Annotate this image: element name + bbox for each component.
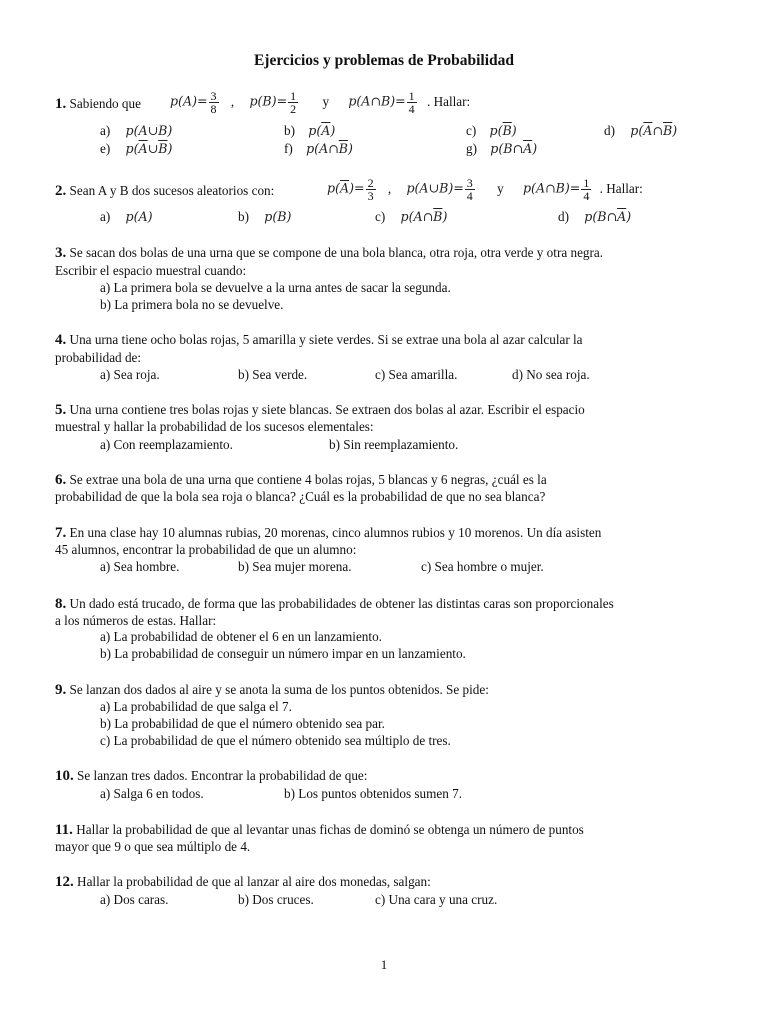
exercise-text: . Hallar: <box>426 93 471 109</box>
exercise-1-header <box>55 96 141 112</box>
option-label: g) <box>466 141 477 156</box>
option-d <box>604 123 677 139</box>
math-part: ) <box>532 141 538 156</box>
exercise-3-option-a: a) La primera bola se devuelve a la urna antes de sacar la segunda. <box>100 280 451 295</box>
exercise-9-option-c: c) La probabilidad de que el número obtenido sea múltiplo de tres. <box>100 733 451 748</box>
option-g <box>466 141 537 157</box>
exercise-4-option-d: d) No sea roja. <box>512 367 590 382</box>
conjunction: y <box>497 180 504 196</box>
conjunction: y <box>322 93 330 109</box>
exercise-5-line-2: muestral y hallar la probabilidad de los sucesos elementales: <box>55 419 374 434</box>
exercise-text: Se extrae una bola de una urna que contiene 4 bolas rojas, 5 blancas y 6 negras, ¿cuál es la <box>69 472 547 487</box>
exercise-3-line-2: Escribir el espacio muestral cuando: <box>55 263 247 278</box>
exercise-12-option-a: a) Dos caras. <box>100 892 169 907</box>
fraction <box>581 177 591 202</box>
math-expression <box>308 123 335 138</box>
math-part: $\overline{B}$ <box>158 141 168 156</box>
math-part: ∪ <box>147 141 159 156</box>
numerator: 1 <box>290 89 297 103</box>
exercise-7-option-c: c) Sea hombre o mujer. <box>421 559 544 574</box>
option-c <box>375 209 447 225</box>
exercise-number: 3. <box>55 245 67 261</box>
exercise-4-option-a: a) Sea roja. <box>100 367 160 382</box>
exercise-9-line-1 <box>55 682 489 698</box>
math-expression: p(A∩B)= <box>522 180 581 196</box>
exercise-4-line-1 <box>55 332 583 348</box>
exercise-text: Hallar la probabilidad de que al lanzar al aire dos monedas, salgan: <box>77 874 431 889</box>
exercise-1-given <box>170 90 470 115</box>
math-part: p(B∩ <box>584 209 618 224</box>
math-expression <box>401 209 448 224</box>
math-part: p( <box>489 123 503 138</box>
exercise-5-line-1 <box>55 402 585 418</box>
exercise-10-line-1 <box>55 768 367 784</box>
math-part: $\overline{A}$ <box>138 141 148 156</box>
math-expression: p(B)= <box>249 93 288 109</box>
exercise-number: 1. <box>55 96 67 112</box>
exercise-2-given <box>327 177 643 202</box>
page-number: 1 <box>380 957 388 972</box>
math-part: ) <box>672 123 678 138</box>
exercise-7-line-2: 45 alumnos, encontrar la probabilidad de que un alumno: <box>55 542 357 557</box>
exercise-text: Se lanzan tres dados. Encontrar la probabilidad de que: <box>77 768 368 783</box>
exercise-text: Un dado está trucado, de forma que las probabilidades de obtener las distintas caras son proporcionales <box>69 596 614 611</box>
exercise-number: 12. <box>55 874 74 890</box>
math-part: p(A∩ <box>400 209 434 224</box>
exercise-text: Una urna tiene ocho bolas rojas, 5 amarilla y siete verdes. Si se extrae una bola al azar calcular la <box>69 332 583 347</box>
exercise-11-line-1 <box>55 822 584 838</box>
math-part: ) <box>442 209 448 224</box>
exercise-text: Sabiendo que <box>69 96 141 111</box>
page-title: Ejercicios y problemas de Probabilidad <box>253 52 515 69</box>
exercise-text: Hallar la probabilidad de que al levantar unas fichas de dominó se obtenga un número de puntos <box>76 822 584 837</box>
option-label: b) <box>284 123 295 138</box>
exercise-10-option-b: b) Los puntos obtenidos sumen 7. <box>284 786 463 801</box>
exercise-number: 6. <box>55 472 67 488</box>
option-d <box>558 209 631 225</box>
exercise-6-line-2: probabilidad de que la bola sea roja o blanca? ¿Cuál es la probabilidad de que no sea blanca? <box>55 489 546 504</box>
math-part: ) <box>626 209 632 224</box>
exercise-4-option-c: c) Sea amarilla. <box>375 367 458 382</box>
exercise-number: 5. <box>55 402 67 418</box>
math-expression <box>584 209 631 224</box>
math-part: $\overline{A}$ <box>643 123 653 138</box>
exercise-4-option-b: b) Sea verde. <box>238 367 308 382</box>
math-part: $\overline{A}$ <box>321 123 331 138</box>
exercise-8-option-a: a) La probabilidad de obtener el 6 en un lanzamiento. <box>100 629 382 644</box>
exercise-5-option-b: b) Sin reemplazamiento. <box>329 437 459 452</box>
separator: , <box>230 93 235 109</box>
denominator: 8 <box>210 102 217 116</box>
exercise-12-line-1 <box>55 874 431 890</box>
exercise-2-header <box>55 183 274 199</box>
fraction <box>465 177 475 202</box>
exercise-text: En una clase hay 10 alumnas rubias, 20 morenas, cinco alumnos rubios y 10 morenos. Un día asisten <box>69 525 602 540</box>
exercise-3-option-b: b) La primera bola no se devuelve. <box>100 297 284 312</box>
numerator: 2 <box>367 176 374 190</box>
option-label: c) <box>375 209 386 224</box>
math-part: p( <box>125 141 139 156</box>
math-part: p( <box>630 123 644 138</box>
math-expression: p(A∪B)= <box>406 180 464 196</box>
denominator: 4 <box>466 189 473 203</box>
math-part: p(A∩ <box>306 141 339 156</box>
exercise-number: 10. <box>55 768 74 784</box>
exercise-text: Se lanzan dos dados al aire y se anota la suma de los puntos obtenidos. Se pide: <box>69 682 489 697</box>
option-e <box>100 141 172 157</box>
numerator: 1 <box>583 176 590 190</box>
exercise-number: 8. <box>55 596 67 612</box>
math-expression <box>306 141 353 156</box>
option-label: d) <box>558 209 569 224</box>
exercise-10-option-a: a) Salga 6 en todos. <box>100 786 204 801</box>
math-expression: p(B) <box>264 209 292 224</box>
option-label: a) <box>100 209 111 224</box>
exercise-7-option-a: a) Sea hombre. <box>100 559 180 574</box>
fraction <box>288 90 298 115</box>
math-part: p( <box>308 123 322 138</box>
math-expression <box>126 141 173 156</box>
option-b <box>238 209 291 225</box>
option-label: e) <box>100 141 111 156</box>
exercise-text: Una urna contiene tres bolas rojas y siete blancas. Se extraen dos bolas al azar. Escribir el espacio <box>69 402 585 417</box>
exercise-text: . Hallar: <box>599 180 643 196</box>
math-expression: p(A) <box>125 209 153 224</box>
math-part: $\overline{A}$ <box>617 209 627 224</box>
exercise-number: 4. <box>55 332 67 348</box>
math-expression <box>327 181 365 196</box>
math-part: ) <box>347 141 353 156</box>
option-b <box>284 123 335 139</box>
math-part: ) <box>330 123 336 138</box>
denominator: 2 <box>290 102 297 116</box>
separator: , <box>387 180 392 196</box>
math-part: p( <box>327 180 340 196</box>
option-label: f) <box>284 141 293 156</box>
math-part: ∩ <box>652 123 663 138</box>
exercise-9-option-a: a) La probabilidad de que salga el 7. <box>100 699 292 714</box>
math-part: p(B∩ <box>490 141 524 156</box>
option-label: c) <box>466 123 477 138</box>
math-expression: p(A)= <box>170 93 208 109</box>
numerator: 3 <box>210 89 217 103</box>
option-a <box>100 123 172 139</box>
denominator: 4 <box>583 189 590 203</box>
exercise-3-line-1 <box>55 245 603 261</box>
math-part: ) <box>511 123 517 138</box>
fraction <box>209 90 219 115</box>
exercise-7-option-b: b) Sea mujer morena. <box>238 559 352 574</box>
option-f <box>284 141 353 157</box>
exercise-12-option-b: b) Dos cruces. <box>238 892 314 907</box>
denominator: 4 <box>408 102 415 116</box>
fraction <box>407 90 417 115</box>
exercise-5-option-a: a) Con reemplazamiento. <box>100 437 233 452</box>
exercise-8-line-1 <box>55 596 614 612</box>
numerator: 3 <box>466 176 473 190</box>
exercise-number: 2. <box>55 183 67 199</box>
math-expression <box>490 141 537 156</box>
math-expression: p(A∩B)= <box>348 93 406 109</box>
exercise-9-option-b: b) La probabilidad de que el número obtenido sea par. <box>100 716 385 731</box>
option-label: d) <box>604 123 615 138</box>
math-part: $\overline{A}$ <box>339 180 350 196</box>
exercise-text: Sean A y B dos sucesos aleatorios con: <box>69 183 275 198</box>
exercise-8-line-2: a los números de estas. Hallar: <box>55 613 217 628</box>
numerator: 1 <box>408 89 415 103</box>
exercise-7-line-1 <box>55 525 601 541</box>
math-part: ) <box>167 141 173 156</box>
exercise-number: 9. <box>55 682 67 698</box>
exercise-11-line-2: mayor que 9 o que sea múltiplo de 4. <box>55 839 251 854</box>
math-part: $\overline{B}$ <box>338 141 348 156</box>
math-expression: p(A∪B) <box>125 123 173 138</box>
math-expression <box>490 123 517 138</box>
math-part: $\overline{B}$ <box>502 123 512 138</box>
exercise-8-option-b: b) La probabilidad de conseguir un número impar en un lanzamiento. <box>100 646 466 661</box>
exercise-number: 7. <box>55 525 67 541</box>
exercise-12-option-c: c) Una cara y una cruz. <box>375 892 498 907</box>
exercise-6-line-1 <box>55 472 547 488</box>
math-part: $\overline{B}$ <box>662 123 673 138</box>
math-part: $\overline{A}$ <box>523 141 533 156</box>
exercise-text: Se sacan dos bolas de una urna que se compone de una bola blanca, otra roja, otra verde y otra negra. <box>69 245 604 260</box>
option-label: b) <box>238 209 249 224</box>
exercise-4-line-2: probabilidad de: <box>55 350 142 365</box>
math-part: $\overline{B}$ <box>433 209 443 224</box>
fraction <box>366 177 376 202</box>
math-expression <box>630 123 677 138</box>
option-label: a) <box>100 123 111 138</box>
denominator: 3 <box>367 189 374 203</box>
option-a <box>100 209 153 225</box>
exercise-number: 11. <box>55 822 73 838</box>
math-part: )= <box>349 180 365 196</box>
option-c <box>466 123 517 139</box>
